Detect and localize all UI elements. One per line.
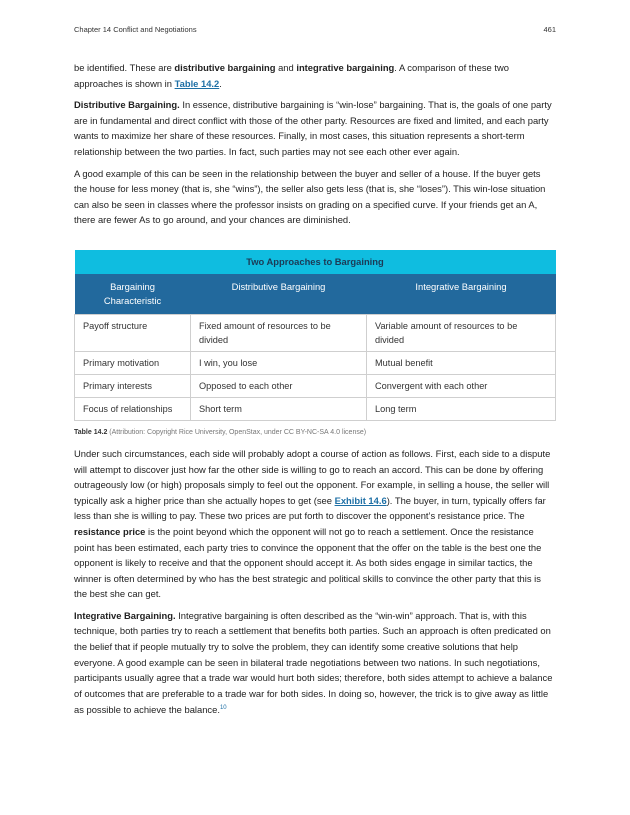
caption-attribution: (Attribution: Copyright Rice University, OpenStax, under CC BY-NC-SA 4.0 license) (107, 428, 367, 436)
distributive-text: In essence, distributive bargaining is “win-lose” bargaining. That is, the goals of one party are in fundamental and direct conflict with those of the other party. Resources are fixed and limited, and each party wants to maximize her share of these resources. Finally, in most cases, this situation represents a short-term relationship between the two parties. In fact, such parties may not see each other ever again. (74, 99, 552, 157)
table-header-row (75, 274, 556, 315)
distributive-paragraph (74, 97, 556, 159)
term-integrative-bargaining: integrative bargaining (296, 62, 395, 73)
table-cell: Mutual benefit (367, 351, 556, 374)
caption-label: Table 14.2 (74, 428, 108, 436)
example-paragraph: A good example of this can be seen in the relationship between the buyer and seller of a house. If the buyer gets the house for less money (that is, she “wins”), the seller also gets less (that is, she “loses”). This win-lose situation can also be seen in classes where the professor insists on grading on a specified curve. If your friends get an A, there are fewer As to go around, and your chances are diminished. (74, 167, 546, 226)
settlement-paragraph (74, 446, 556, 602)
integrative-text: Integrative bargaining is often described as the “win-win” approach. That is, with this technique, both parties try to reach a settlement that benefits both parties. Such an approach is often predicated on the belief that if people mutually try to solve the problem, they can identify some creative solutions that help everyone. A good example can be seen in bilateral trade negotiations between two nations. In such negotiations, participants usually agree that a trade war would hurt both sides; therefore, both sides attempt to achieve a balance of outcomes that are preferable to a trade war for both sides. In doing so, however, the trick is to give away as little as possible to achieve the balance. (74, 609, 553, 716)
table-cell: Payoff structure (75, 314, 191, 351)
chapter-title: Chapter 14 Conflict and Negotiations (74, 25, 197, 34)
table-cell: Primary interests (75, 374, 191, 397)
settlement-text-3: is the point beyond which the opponent will not go to reach a settlement. Once the resistance point has been estimated, each party tries to convince the opponent that the offer on the table is the best one the opponent is likely to receive and that the opponent should accept it. As both sides engage in similar tactics, the winner is often determined by who has the best strategic and political skills to convince the other party that this is the best she can get. (74, 525, 542, 600)
page-number: 461 (543, 25, 556, 34)
integrative-paragraph (74, 608, 556, 718)
table-title: Two Approaches to Bargaining (75, 250, 556, 274)
bargaining-table (74, 250, 556, 421)
intro-paragraph (74, 60, 556, 91)
distributive-heading: Distributive Bargaining. (74, 99, 180, 111)
table-row (75, 374, 556, 397)
table-row (75, 397, 556, 420)
intro-text-4: . (219, 77, 222, 89)
table-cell: Fixed amount of resources to be divided (191, 314, 367, 351)
footnote-marker[interactable]: 10 (219, 705, 227, 712)
integrative-heading: Integrative Bargaining. (74, 609, 176, 621)
intro-text-3: . A comparison of these two approaches is shown in (74, 62, 509, 89)
table-cell: I win, you lose (191, 351, 367, 374)
settlement-text-1: Under such circumstances, each side will probably adopt a course of action as follows. First, each side to a dispute will attempt to discover just how far the other side is willing to go to reach an accord. This can be done by offering outrageously low (or high) proposals simply to feel out the opponent. For example, in selling a house, the seller will typically ask a higher price than she actually hopes to get (see (74, 447, 551, 506)
intro-text-1: be identified. These are (74, 62, 175, 73)
table-header-cell: Integrative Bargaining (367, 274, 556, 315)
table-caption (74, 429, 556, 436)
page-body (74, 60, 556, 724)
table-row (75, 351, 556, 374)
running-header (74, 25, 556, 34)
table-cell: Primary motivation (75, 351, 191, 374)
table-cell: Focus of relationships (75, 397, 191, 420)
table-cell: Short term (191, 397, 367, 420)
table-cell: Long term (367, 397, 556, 420)
intro-text-2: and (275, 62, 297, 73)
term-distributive-bargaining: distributive bargaining (174, 62, 276, 73)
settlement-text-2: ). The buyer, in turn, typically offers far less than she is willing to pay. These two prices are put forth to discover the opponent’s resistance price. The (74, 494, 546, 522)
table-cell: Variable amount of resources to be divided (367, 314, 556, 351)
term-resistance-price: resistance price (74, 525, 146, 537)
table-cell: Opposed to each other (191, 374, 367, 397)
table-header-cell: Distributive Bargaining (191, 274, 367, 315)
exhibit-14-6-link[interactable]: Exhibit 14.6 (334, 494, 387, 506)
bargaining-table-container (74, 250, 556, 436)
table-14-2-link[interactable]: Table 14.2 (174, 77, 220, 89)
table-header-cell: Bargaining Characteristic (75, 274, 191, 315)
table-cell: Convergent with each other (367, 374, 556, 397)
table-row (75, 314, 556, 351)
